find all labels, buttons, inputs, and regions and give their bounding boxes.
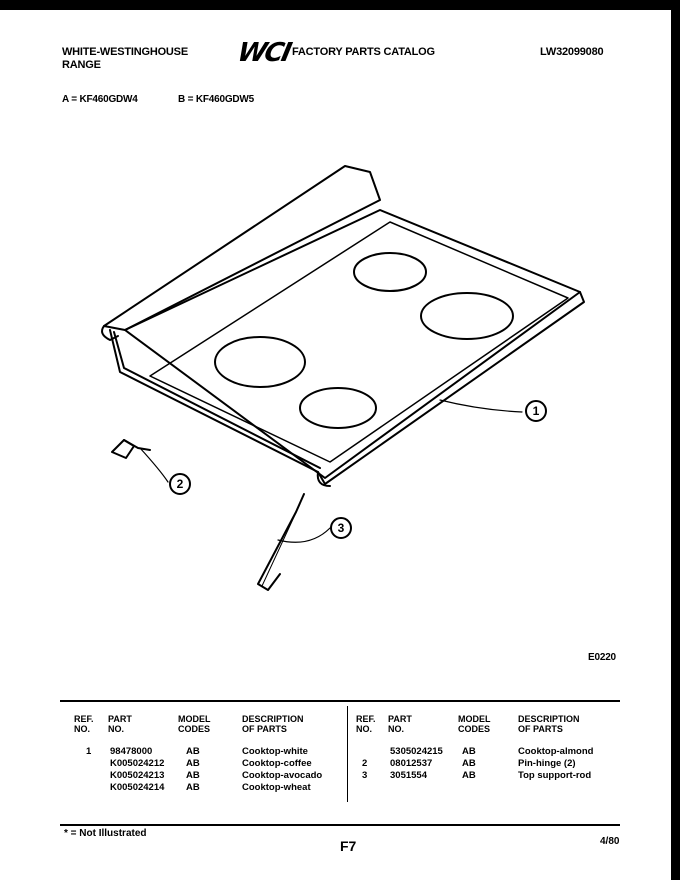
burner-opening-back-left <box>354 253 426 291</box>
table-row: 1 <box>86 746 92 757</box>
product-type: RANGE <box>62 59 101 71</box>
footnote: * = Not Illustrated <box>64 828 147 839</box>
table-row: 2 <box>362 758 368 769</box>
table-row: K005024212 <box>110 758 165 769</box>
brand-name: WHITE-WESTINGHOUSE <box>62 46 188 58</box>
burner-opening-back-right <box>421 293 513 339</box>
cooktop-panel <box>125 210 580 478</box>
table-bottom-rule <box>60 824 620 826</box>
table-row: K005024214 <box>110 782 165 793</box>
catalog-number: LW32099080 <box>540 46 604 58</box>
table-row: 3 <box>362 770 368 781</box>
callout-1-label: 1 <box>532 404 540 418</box>
burner-opening-front-right <box>300 388 376 428</box>
table-top-rule <box>60 700 620 702</box>
table-row: K005024213 <box>110 770 165 781</box>
burner-opening-front-left <box>215 337 305 387</box>
table-divider <box>347 706 348 802</box>
cooktop-backsplash <box>104 166 380 330</box>
model-b: B = KF460GDW5 <box>178 94 255 105</box>
callout-3-label: 3 <box>337 521 345 535</box>
revision-date: 4/80 <box>600 836 620 847</box>
wci-logo: WCI <box>234 38 293 68</box>
page-number: F7 <box>340 838 357 854</box>
catalog-title: FACTORY PARTS CATALOG <box>292 46 435 58</box>
callout-2-label: 2 <box>176 477 184 491</box>
figure-code: E0220 <box>588 652 616 663</box>
model-a: A = KF460GDW4 <box>62 94 138 105</box>
